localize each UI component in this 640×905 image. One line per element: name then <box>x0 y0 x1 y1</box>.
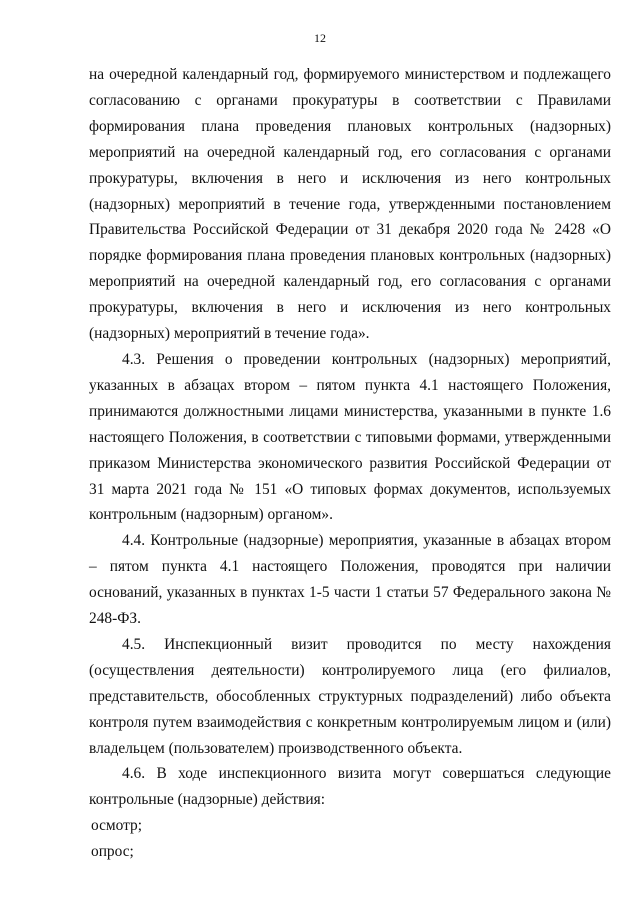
page-number: 12 <box>314 31 326 45</box>
list-item-inspection: осмотр; <box>91 817 143 835</box>
paragraph-continuation: на очередной календарный год, формируемого министерством и подлежащего согласованию с органами прокуратуры в соответствии с Правилами формирования плана проведения плановых контрольных (надзорных) мероприятий на очередной календарный год, его согласования с органами прокуратуры, включения в него и исключения из него контрольных (надзорных) мероприятий в течение года, утвержденными постановлением Правительства Российской Федерации от 31 декабря 2020 года № 2428 «О порядке формирования плана проведения плановых контрольных (надзорных) мероприятий на очередной календарный год, его согласования с органами прокуратуры, включения в него и исключения из него контрольных (надзорных) мероприятий в течение года». <box>89 66 611 343</box>
document-body <box>89 62 611 865</box>
list-item-survey: опрос; <box>91 843 134 861</box>
paragraph-4-6: 4.6. В ходе инспекционного визита могут совершаться следующие контрольные (надзорные) действия: <box>89 765 611 809</box>
paragraph-4-5: 4.5. Инспекционный визит проводится по месту нахождения (осуществления деятельности) контролируемого лица (его филиалов, представительств, обособленных структурных подразделений) либо объекта контроля путем взаимодействия с конкретным контролируемым лицом и (или) владельцем (пользователем) производственного объекта. <box>89 635 611 757</box>
paragraph-4-3: 4.3. Решения о проведении контрольных (надзорных) мероприятий, указанных в абзацах втором – пятом пункта 4.1 настоящего Положения, принимаются должностными лицами министерства, указанными в пункте 1.6 настоящего Положения, в соответствии с типовыми формами, утвержденными приказом Министерства экономического развития Российской Федерации от 31 марта 2021 года № 151 «О типовых формах документов, используемых контрольным (надзорным) органом». <box>89 350 611 524</box>
paragraph-4-4: 4.4. Контрольные (надзорные) мероприятия, указанные в абзацах втором – пятом пункта 4.1 настоящего Положения, проводятся при наличии оснований, указанных в пунктах 1-5 части 1 статьи 57 Федерального закона № 248-ФЗ. <box>89 532 611 628</box>
